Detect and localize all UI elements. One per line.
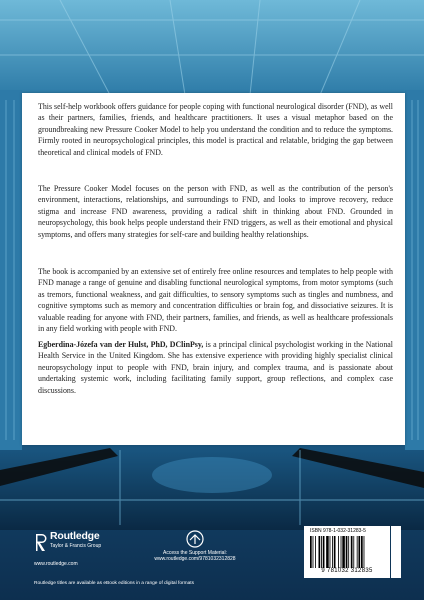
barcode-bar (358, 536, 360, 568)
barcode-bar (321, 536, 322, 568)
barcode-bar (346, 536, 348, 568)
author-bio-text: is a principal clinical psychologist working in the National Health Service in the United Kingdom. She has extensive experience with providing highly specialist clinical neuropsychology input to people with FND, brain injury, and complex trauma, and is passionate about undertaking systemic work, including facilitating family support, group reflections, and complex case discussions. (38, 340, 393, 395)
author-name: Egberdina-Józefa van der Hulst, PhD, DClinPsy, (38, 340, 204, 349)
publisher-url[interactable]: www.routledge.com (34, 561, 78, 567)
barcode-bar (326, 536, 329, 568)
support-material-icon (185, 530, 205, 548)
publisher-subtitle: Taylor & Francis Group (50, 543, 102, 549)
isbn-label: ISBN 978-1-032-31283-5 (310, 528, 366, 534)
blurb-paragraph-3: The book is accompanied by an extensive set of entirely free online resources and templates to help people with FND manage a range of genuine and disabling functional neurological symptoms, from motor symptoms (such as tremors, functional weakness, and gait difficulties, to sensory symptoms such as tingles and numbness, and cognitive symptoms such as memory and concentration difficulties or brain fog, and dissociative seizures. It is valuable reading for anyone with FND, their partners, families, and friends, as well as healthcare professionals in any field working with people with FND. (38, 267, 393, 334)
barcode-bar (338, 536, 339, 568)
barcode-bar (330, 536, 331, 568)
barcode-bar (310, 536, 312, 568)
blurb-paragraph-1: This self-help workbook offers guidance for people coping with functional neurological disorder (FND), as well as their partners, families, friends, and healthcare practitioners. It uses a visual metaphor based on the groundbreaking new Pressure Cooker Model to help you understand the condition and to reduce the symptoms. Firmly rooted in neuropsychological principles, this model is practical and relatable, bridging the gap between theoretical and clinical models of FND. (38, 102, 393, 157)
barcode-bar (313, 536, 314, 568)
author-bio (38, 339, 393, 396)
barcode-bar (361, 536, 363, 568)
barcode-bar (332, 536, 333, 568)
barcode-bar (341, 536, 342, 568)
barcode-bar (351, 536, 353, 568)
spine-strip (391, 526, 401, 578)
ebook-note: Routledge titles are available as eBook editions in a range of digital formats (34, 581, 194, 586)
routledge-logo-icon (34, 532, 48, 552)
barcode-bar (315, 536, 316, 568)
barcode-bar (319, 536, 321, 568)
barcode-graphic (310, 536, 384, 568)
barcode-bar (364, 536, 365, 568)
blurb-paragraph-2: The Pressure Cooker Model focuses on the person with FND, as well as the contribution of the person's environment, interactions, relationships, and surroundings to FND, and looks to improve recovery, reduce stigma and increase FND awareness, providing a radical shift in thinking about FND. Grounded in neuropsychology, this book helps people understand their FND triggers, as well as their emotional and physical symptoms, and offers many strategies for self-care and building healthy relationships. (38, 184, 393, 239)
barcode-bar (348, 536, 349, 568)
support-material-url[interactable]: www.routledge.com/9781032312828 (154, 556, 236, 562)
barcode-bar (357, 536, 358, 568)
barcode-bar (334, 536, 336, 568)
barcode-bar (353, 536, 354, 568)
publisher-name: Routledge (50, 530, 100, 542)
support-material-label: Access the Support Material: (163, 550, 227, 556)
barcode-digits: 9 781032 312835 (321, 568, 373, 574)
barcode-bar (342, 536, 345, 568)
barcode-bar (323, 536, 325, 568)
